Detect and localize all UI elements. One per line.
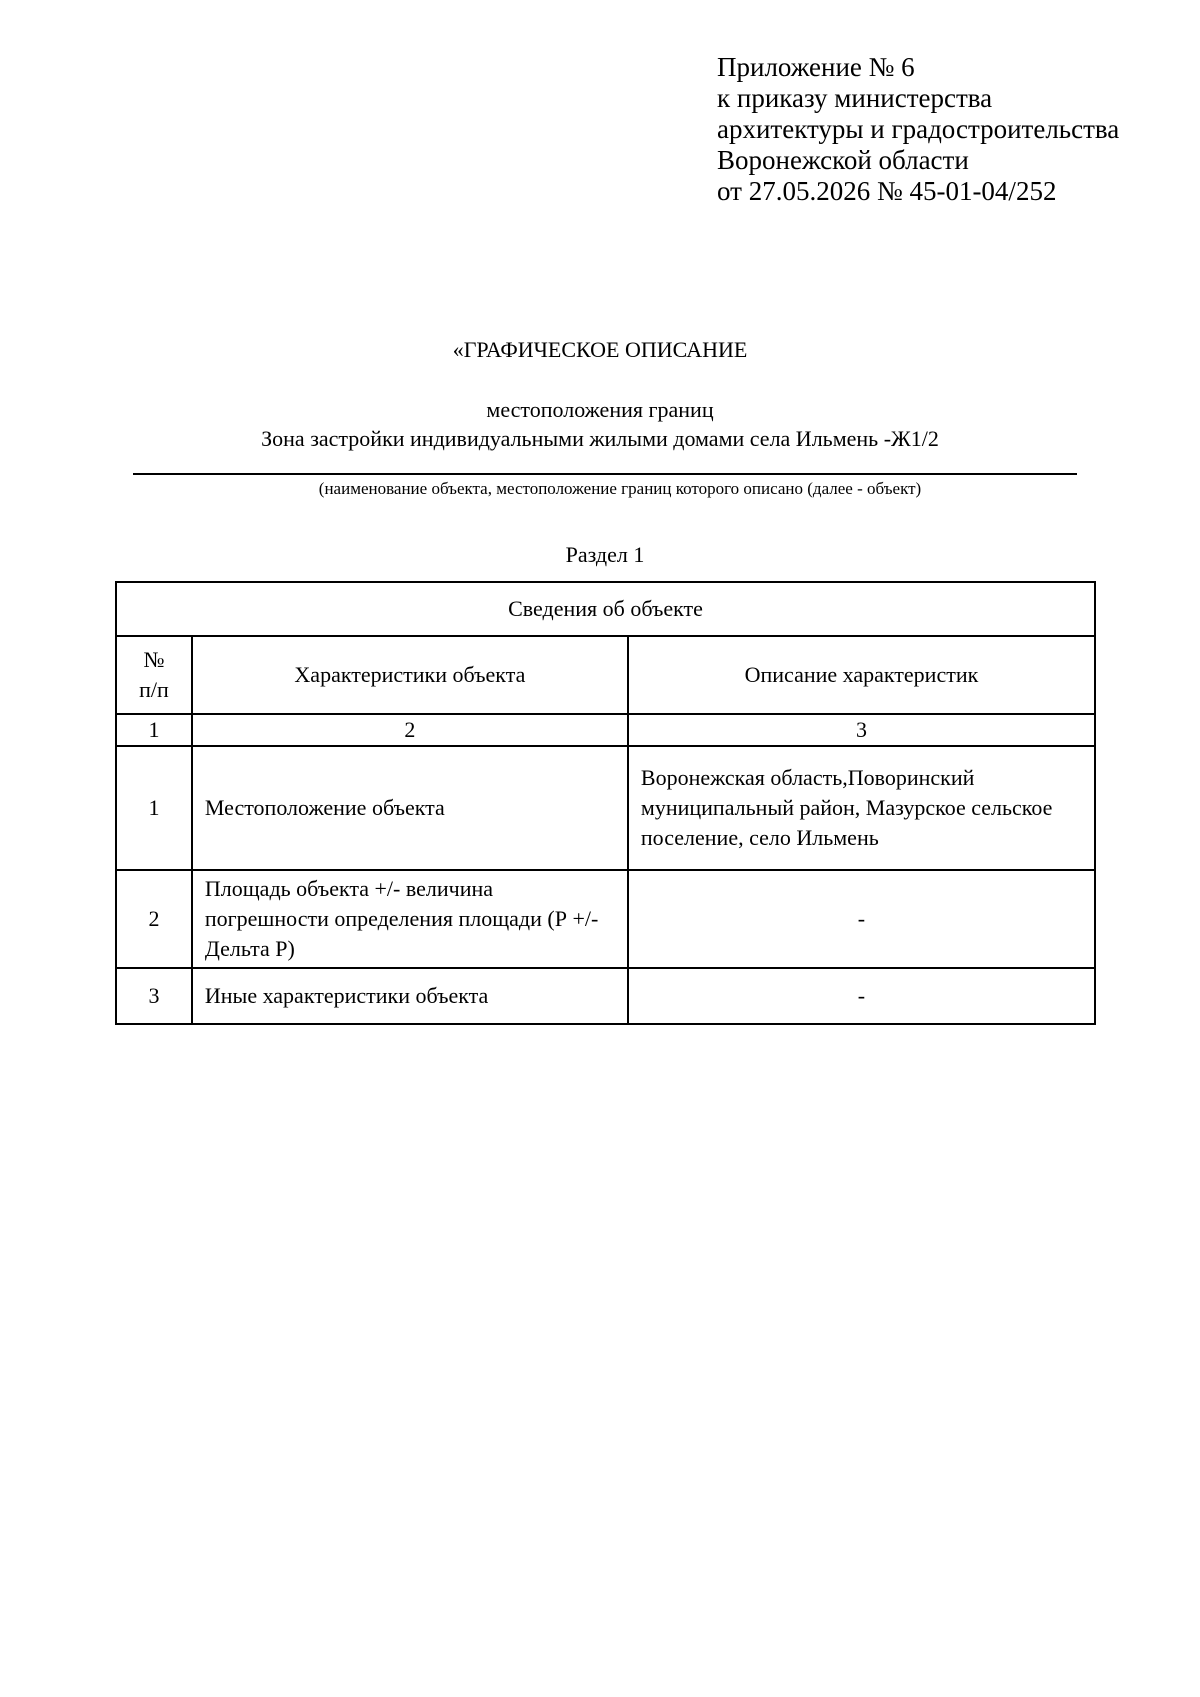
table-title-row (116, 582, 1095, 636)
underline-rule (133, 473, 1077, 475)
row-description: - (628, 968, 1095, 1024)
column-number: 1 (116, 714, 192, 746)
header-description: Описание характеристик (628, 636, 1095, 714)
table-title: Сведения об объекте (116, 582, 1095, 636)
row-description: - (628, 870, 1095, 968)
column-number: 2 (192, 714, 628, 746)
appendix-line: к приказу министерства (717, 83, 993, 113)
row-characteristic: Местоположение объекта (192, 746, 628, 870)
appendix-line: архитектуры и градостроительства (717, 114, 1120, 144)
table-row (116, 870, 1095, 968)
row-description: Воронежская область,Поворинский муниципальный район, Мазурское сельское поселение, село Ильмень (628, 746, 1095, 870)
row-characteristic: Иные характеристики объекта (192, 968, 628, 1024)
object-name-caption: (наименование объекта, местоположение границ которого описано (далее - объект) (318, 479, 922, 498)
table-row (116, 968, 1095, 1024)
table-row (116, 746, 1095, 870)
row-number: 2 (116, 870, 192, 968)
header-num-label: п/п (139, 677, 169, 702)
header-num-cell (116, 636, 192, 714)
column-number-row (116, 714, 1095, 746)
header-num-symbol: № (143, 647, 165, 672)
object-name: Зона застройки индивидуальными жилыми домами села Ильмень -Ж1/2 (261, 426, 939, 451)
row-number: 3 (116, 968, 192, 1024)
document-subheading: местоположения границ (486, 397, 714, 422)
appendix-line: Приложение № 6 (717, 52, 915, 82)
document-heading: «ГРАФИЧЕСКОЕ ОПИСАНИЕ (452, 337, 748, 362)
appendix-line: от 27.05.2026 № 45-01-04/252 (717, 176, 1057, 206)
header-characteristics: Характеристики объекта (192, 636, 628, 714)
column-number: 3 (628, 714, 1095, 746)
object-info-table (115, 581, 1096, 1025)
table-header-row (116, 636, 1095, 714)
appendix-block (717, 52, 1119, 207)
row-number: 1 (116, 746, 192, 870)
appendix-line: Воронежской области (717, 145, 969, 175)
section-label: Раздел 1 (565, 542, 645, 567)
row-characteristic: Площадь объекта +/- величина погрешности определения площади (Р +/- Дельта Р) (192, 870, 628, 968)
